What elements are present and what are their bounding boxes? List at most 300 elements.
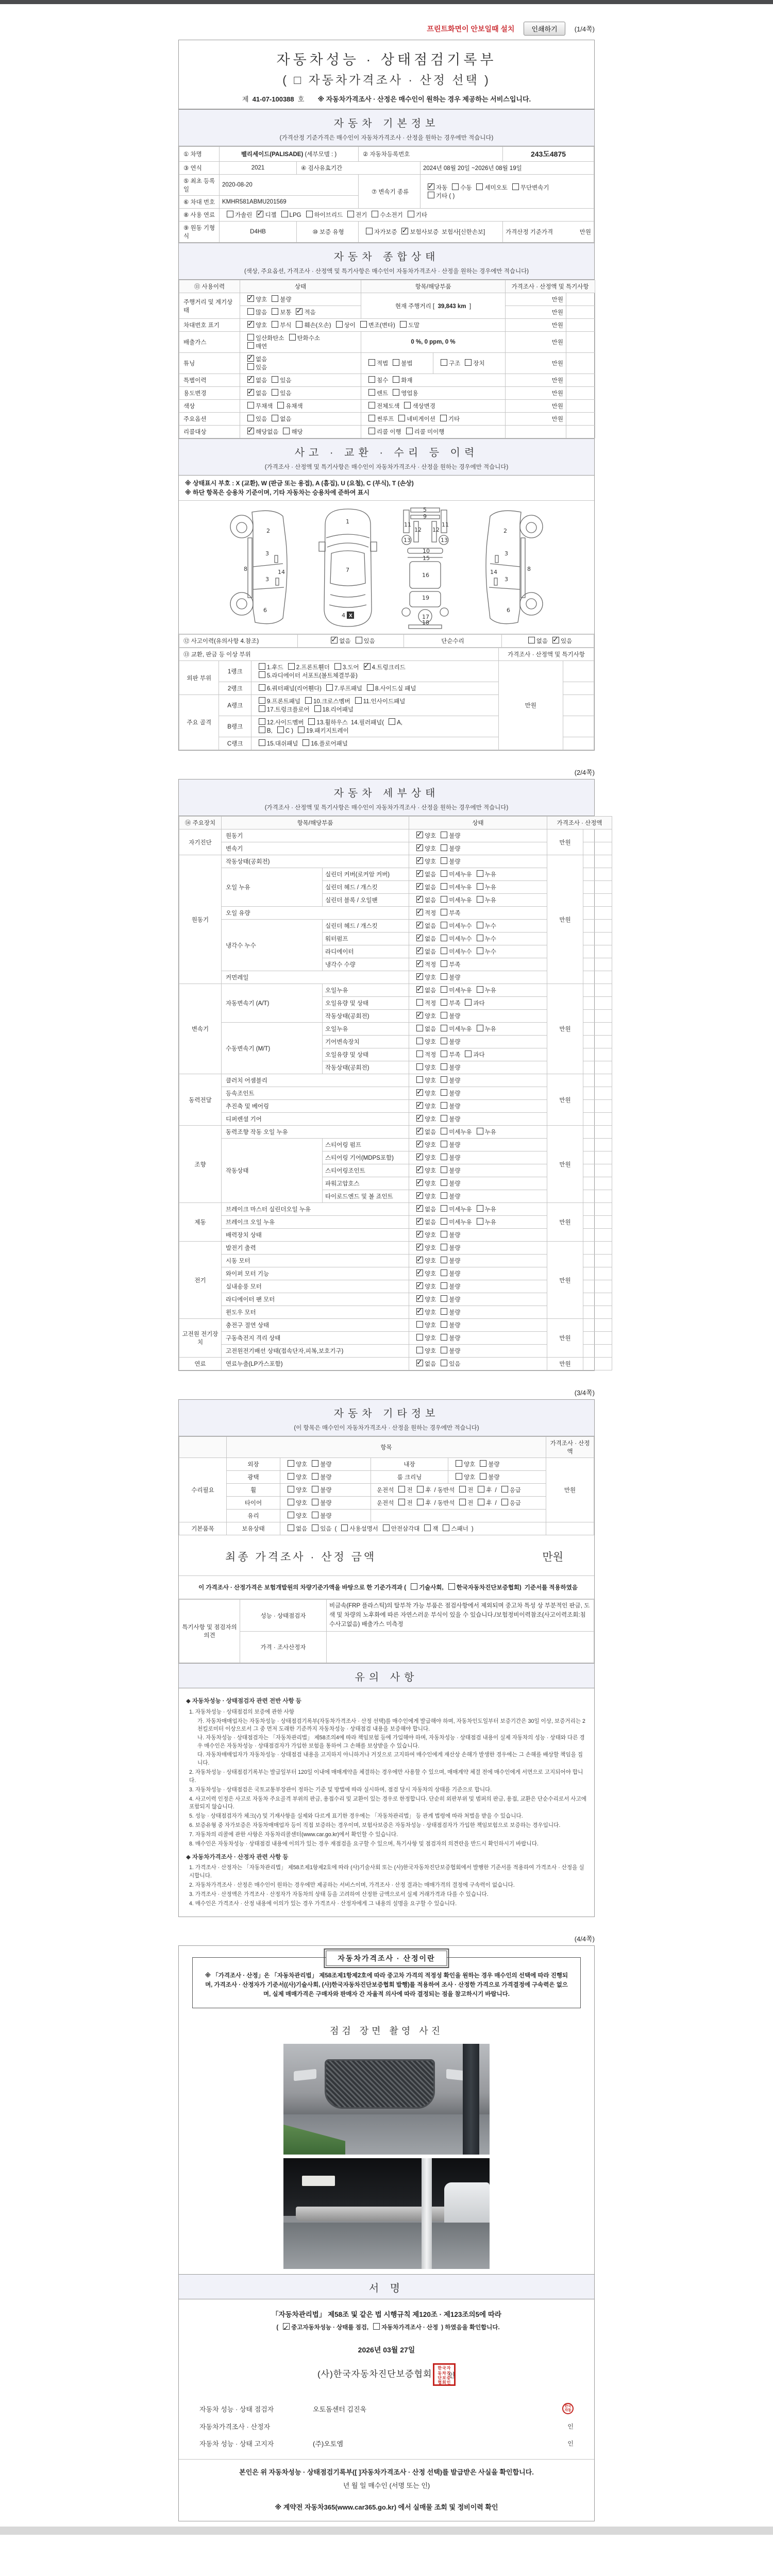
checkbox[interactable] bbox=[477, 883, 483, 890]
svg-text:14: 14 bbox=[278, 569, 285, 575]
checkbox[interactable] bbox=[306, 211, 313, 217]
checkbox-label: 불량 bbox=[449, 1155, 461, 1161]
checkbox[interactable] bbox=[416, 832, 423, 838]
checkbox[interactable] bbox=[247, 415, 254, 421]
device-group: 원동기 bbox=[179, 855, 222, 984]
checkbox[interactable] bbox=[257, 211, 263, 217]
svg-text:3: 3 bbox=[505, 550, 508, 557]
checkbox[interactable] bbox=[443, 1524, 449, 1531]
field-warranty-type: ⑩ 보증 유형 bbox=[297, 222, 359, 243]
checkbox[interactable] bbox=[389, 718, 395, 725]
checkbox[interactable] bbox=[441, 1038, 447, 1044]
section-detail-header bbox=[179, 779, 594, 816]
price-blank bbox=[583, 829, 612, 842]
checkbox[interactable] bbox=[441, 986, 447, 993]
checkbox[interactable] bbox=[288, 1460, 294, 1467]
sign-row bbox=[199, 2418, 574, 2435]
checkbox-label: 없음 bbox=[425, 1207, 436, 1213]
checkbox[interactable] bbox=[416, 973, 423, 980]
checkbox[interactable] bbox=[347, 211, 354, 217]
checkbox[interactable] bbox=[398, 415, 405, 421]
checkbox[interactable] bbox=[272, 295, 278, 302]
checkbox[interactable] bbox=[477, 986, 483, 993]
checkbox[interactable] bbox=[416, 1269, 423, 1276]
state-checks bbox=[409, 855, 547, 868]
checkbox[interactable] bbox=[416, 1360, 423, 1366]
checkbox[interactable] bbox=[416, 999, 423, 1006]
checkbox[interactable] bbox=[441, 844, 447, 851]
col-usage-history: ⑪ 사용이력 bbox=[179, 280, 240, 293]
checkbox[interactable] bbox=[272, 389, 278, 396]
checkbox[interactable] bbox=[416, 1334, 423, 1341]
checkbox[interactable] bbox=[441, 935, 447, 941]
checkbox-label: 불량 bbox=[488, 1475, 500, 1481]
checkbox[interactable] bbox=[459, 1499, 466, 1505]
checkbox-label: 있음 bbox=[320, 1526, 332, 1532]
checkbox[interactable] bbox=[448, 1583, 455, 1590]
price-blank bbox=[583, 945, 612, 958]
checkbox-label: 잭 bbox=[432, 1526, 439, 1532]
checkbox[interactable] bbox=[441, 960, 447, 967]
svg-text:18: 18 bbox=[422, 619, 429, 626]
checkbox[interactable] bbox=[283, 2323, 290, 2330]
checkbox[interactable] bbox=[312, 1524, 318, 1531]
checkbox[interactable] bbox=[393, 359, 399, 366]
comprehensive-table: ⑪ 사용이력 상태 항목/해당부품 가격조사 · 산정액 및 특기사항 주행거리 및 계기상태 ✓양호 불량 현재 주행거리 [ 39,843 km ] 만원 많음 보통 ✓ 적음 만원 차대번호 표기 ✓ 양호 부식 훼손(오손) 상이 변조(변타) 도말 만원 배출가스 일산화탄소 탄화수소 매연 0 %, 0 ppm, 0 % 만원 튜닝 ✓없음 있음 적법 불법 구조 장치 만원 특별이력 ✓ 없음 있음 침수 화재 만원 용도변경 ✓ 없음 있음 렌트 영업용 만원 색상 무채색 유채색 전체도색 색상변경 만원 주요옵션 있음 없음 썬루프 네비게이션 기타 만원 리콜대상 ✓ 해당없음 해당 리콜 이행 리콜 미이행 bbox=[179, 280, 595, 438]
checkbox-label: 불량 bbox=[449, 1335, 461, 1342]
checkbox[interactable] bbox=[398, 1499, 405, 1505]
checkbox[interactable] bbox=[288, 663, 295, 670]
checkbox[interactable] bbox=[416, 1154, 423, 1160]
checkbox[interactable] bbox=[247, 428, 254, 434]
checkbox[interactable] bbox=[441, 1257, 447, 1263]
checkbox[interactable] bbox=[441, 1308, 447, 1315]
checkbox[interactable] bbox=[477, 1128, 483, 1134]
checkbox[interactable] bbox=[247, 376, 254, 383]
checkbox[interactable] bbox=[259, 739, 265, 746]
checkbox[interactable] bbox=[441, 973, 447, 980]
checkbox[interactable] bbox=[441, 1141, 447, 1147]
checkbox[interactable] bbox=[259, 726, 265, 733]
checkbox[interactable] bbox=[326, 684, 333, 691]
checkbox[interactable] bbox=[416, 1141, 423, 1147]
checkbox[interactable] bbox=[416, 1347, 423, 1353]
checkbox[interactable] bbox=[528, 637, 535, 643]
checkbox[interactable] bbox=[312, 1460, 318, 1467]
checkbox[interactable] bbox=[480, 1460, 486, 1467]
checkbox[interactable] bbox=[416, 1295, 423, 1302]
checkbox[interactable] bbox=[312, 1486, 318, 1493]
checkbox[interactable] bbox=[441, 1231, 447, 1238]
checkbox[interactable] bbox=[416, 1257, 423, 1263]
accident-history-table bbox=[179, 634, 594, 648]
basic-info-table bbox=[179, 146, 594, 243]
checkbox[interactable] bbox=[416, 960, 423, 967]
checkbox[interactable] bbox=[424, 1524, 431, 1531]
checkbox[interactable] bbox=[416, 896, 423, 903]
checkbox[interactable] bbox=[441, 832, 447, 838]
checkbox[interactable] bbox=[441, 1244, 447, 1250]
checkbox-label: 기타 ( ) bbox=[436, 193, 455, 199]
car-diagram-right-side bbox=[470, 506, 548, 630]
checkbox[interactable] bbox=[441, 999, 447, 1006]
checkbox-label: 중고자동차성능 · 상태를 점검, bbox=[291, 2325, 369, 2331]
inline-text: 운전석 bbox=[377, 1487, 394, 1494]
buyer-confirm-block: 본인은 위 자동차성능 · 상태점검기록부([ ]자동차가격조사 · 산정 선택)를 발급받은 사실을 확인합니다. 년 월 일 매수인 (서명 또는 인) bbox=[179, 2459, 594, 2497]
checkbox-label: 불량 bbox=[449, 1104, 461, 1110]
checkbox[interactable] bbox=[288, 1473, 294, 1480]
checkbox[interactable] bbox=[341, 1524, 348, 1531]
price-cell: 만원 bbox=[547, 1126, 583, 1203]
checkbox[interactable] bbox=[312, 1512, 318, 1518]
checkbox[interactable] bbox=[416, 1128, 423, 1134]
checkbox[interactable] bbox=[373, 2323, 380, 2330]
state-checks bbox=[409, 1164, 547, 1177]
checkbox[interactable] bbox=[259, 705, 265, 712]
checkbox[interactable] bbox=[368, 415, 375, 421]
pricing-info-body: ※ 「가격조사 · 산정」은 「자동차관리법」 제58조제1항제2호에 따라 중고차 가격의 적정성 확인을 원하는 경우 매수인의 선택에 따라 진행되며, 가격조사 · 산정자가 기준서((사)기술사회, (사)한국자동차진단보증협회 발행)를 적용하여 조사 · 산정한 가격으로 가격결정에 구속력은 없으며, 실제 매매가격은 구매자와 판매자 간 자율적 의사에 따라 결정되는 점을 참고하시기 바랍니다. bbox=[205, 1972, 568, 1998]
checkbox[interactable] bbox=[459, 1486, 466, 1493]
checkbox[interactable] bbox=[416, 909, 423, 916]
checkbox[interactable] bbox=[456, 1460, 462, 1467]
svg-text:17: 17 bbox=[422, 614, 429, 620]
checkbox[interactable] bbox=[406, 428, 413, 434]
checkbox[interactable] bbox=[441, 1076, 447, 1083]
price-blank bbox=[583, 1023, 612, 1036]
state-checks bbox=[409, 1139, 547, 1151]
sub-item-label: 오일누유 bbox=[323, 984, 409, 997]
checkbox[interactable] bbox=[441, 1025, 447, 1031]
checkbox-label: 많음 bbox=[256, 310, 267, 316]
inspector-seal: 한국자동 bbox=[562, 2403, 574, 2414]
checkbox[interactable] bbox=[383, 1524, 390, 1531]
state-checks bbox=[409, 1048, 547, 1061]
checkbox[interactable] bbox=[477, 1025, 483, 1031]
checkbox[interactable] bbox=[416, 935, 423, 941]
checkbox[interactable] bbox=[416, 1231, 423, 1238]
checkbox-label: 적정 bbox=[425, 1001, 436, 1007]
checkbox[interactable] bbox=[441, 359, 447, 366]
checkbox[interactable] bbox=[416, 1102, 423, 1109]
checkbox[interactable] bbox=[401, 228, 408, 234]
checkbox[interactable] bbox=[259, 663, 265, 670]
checkbox[interactable] bbox=[247, 402, 254, 409]
checkbox[interactable] bbox=[512, 183, 519, 190]
checkbox[interactable] bbox=[465, 1050, 472, 1057]
inline-text: ) bbox=[471, 1526, 474, 1532]
price-blank bbox=[583, 1267, 612, 1280]
checkbox[interactable] bbox=[312, 1473, 318, 1480]
sub-item-label: 오일누유 bbox=[323, 1023, 409, 1036]
state-checks bbox=[409, 1267, 547, 1280]
checkbox[interactable] bbox=[247, 334, 254, 341]
checkbox[interactable] bbox=[441, 1295, 447, 1302]
checkbox[interactable] bbox=[288, 1524, 294, 1531]
checkbox[interactable] bbox=[247, 308, 254, 315]
checkbox-label: 과다 bbox=[473, 1052, 485, 1058]
state-checks bbox=[409, 829, 547, 842]
notice-line: 7. 자동차의 리콜에 관한 사항은 자동차리콜센터(www.car.go.kr)에서 확인할 수 있습니다. bbox=[189, 1832, 398, 1838]
checkbox[interactable] bbox=[308, 718, 315, 725]
checkbox[interactable] bbox=[441, 1347, 447, 1353]
checkbox-label: 5.라디에이터 서포트(볼트체결부품) bbox=[266, 673, 358, 679]
item-label: 배력장치 상태 bbox=[222, 1229, 409, 1242]
checkbox[interactable] bbox=[416, 1179, 423, 1186]
checkbox[interactable] bbox=[283, 428, 290, 434]
checkbox[interactable] bbox=[272, 321, 278, 328]
checkbox[interactable] bbox=[416, 857, 423, 864]
checkbox[interactable] bbox=[288, 1499, 294, 1505]
price-blank bbox=[583, 984, 612, 997]
sub-item-label: 작동상태(공회전) bbox=[323, 1061, 409, 1074]
checkbox[interactable] bbox=[478, 1486, 484, 1493]
checkbox[interactable] bbox=[441, 1063, 447, 1070]
checkbox[interactable] bbox=[247, 295, 254, 302]
checkbox[interactable] bbox=[288, 1486, 294, 1493]
etc-col-price: 가격조사 · 산정액 bbox=[546, 1437, 594, 1458]
checkbox[interactable] bbox=[441, 1179, 447, 1186]
checkbox[interactable] bbox=[441, 1360, 447, 1366]
checkbox[interactable] bbox=[367, 684, 374, 691]
checkbox[interactable] bbox=[259, 697, 265, 704]
checkbox-label: 자가보증 bbox=[374, 229, 397, 235]
checkbox-label: 불량 bbox=[449, 859, 461, 865]
checkbox[interactable] bbox=[364, 663, 371, 670]
checkbox[interactable] bbox=[296, 308, 303, 315]
checkbox[interactable] bbox=[416, 986, 423, 993]
svg-text:10: 10 bbox=[423, 548, 430, 554]
section-sign-header bbox=[179, 2274, 594, 2299]
checkbox[interactable] bbox=[368, 389, 375, 396]
value-warranty-type bbox=[359, 222, 503, 243]
checkbox[interactable] bbox=[416, 922, 423, 928]
checkbox[interactable] bbox=[441, 1205, 447, 1212]
checkbox[interactable] bbox=[441, 947, 447, 954]
checkbox[interactable] bbox=[441, 909, 447, 916]
checkbox[interactable] bbox=[441, 883, 447, 890]
device-group: 고전원 전기장치 bbox=[179, 1319, 222, 1358]
checkbox[interactable] bbox=[416, 870, 423, 877]
checkbox[interactable] bbox=[428, 183, 434, 190]
checkbox[interactable] bbox=[416, 1050, 423, 1057]
checkbox[interactable] bbox=[296, 321, 303, 328]
checkbox-label: 불량 bbox=[449, 1194, 461, 1200]
checkbox[interactable] bbox=[441, 896, 447, 903]
checkbox[interactable] bbox=[247, 321, 254, 328]
checkbox[interactable] bbox=[441, 1321, 447, 1328]
value-transmission bbox=[421, 175, 594, 209]
checkbox[interactable] bbox=[404, 402, 411, 409]
item-label: 동력조향 작동 오일 누유 bbox=[222, 1126, 409, 1139]
checkbox[interactable] bbox=[441, 857, 447, 864]
checkbox[interactable] bbox=[441, 1012, 447, 1019]
checkbox[interactable] bbox=[417, 1499, 424, 1505]
checkbox[interactable] bbox=[441, 1166, 447, 1173]
checkbox[interactable] bbox=[477, 870, 483, 877]
checkbox[interactable] bbox=[314, 705, 321, 712]
checkbox[interactable] bbox=[478, 1499, 484, 1505]
checkbox[interactable] bbox=[416, 1205, 423, 1212]
checkbox[interactable] bbox=[456, 1473, 462, 1480]
checkbox[interactable] bbox=[331, 637, 338, 643]
checkbox[interactable] bbox=[247, 355, 254, 362]
checkbox[interactable] bbox=[416, 1308, 423, 1315]
checkbox[interactable] bbox=[227, 211, 233, 217]
checkbox[interactable] bbox=[272, 376, 278, 383]
checkbox-label: 양호 bbox=[425, 846, 436, 852]
checkbox[interactable] bbox=[441, 922, 447, 928]
row-recall-label: 리콜대상 bbox=[179, 426, 240, 438]
svg-text:2: 2 bbox=[503, 528, 507, 534]
checkbox[interactable] bbox=[272, 415, 278, 421]
checkbox[interactable] bbox=[247, 389, 254, 396]
checkbox-label: 없음 bbox=[256, 378, 267, 384]
checkbox[interactable] bbox=[247, 342, 254, 349]
checkbox[interactable] bbox=[416, 1192, 423, 1199]
checkbox-label: 없음 bbox=[425, 885, 436, 891]
checkbox[interactable] bbox=[360, 321, 367, 328]
checkbox[interactable] bbox=[416, 1115, 423, 1122]
page-marker-3: (3/4쪽) bbox=[574, 1389, 595, 1397]
svg-text:15: 15 bbox=[423, 555, 430, 562]
checkbox[interactable] bbox=[416, 947, 423, 954]
inline-text: / bbox=[495, 1487, 497, 1494]
checkbox[interactable] bbox=[277, 402, 284, 409]
checkbox[interactable] bbox=[477, 935, 483, 941]
checkbox[interactable] bbox=[355, 697, 362, 704]
etc-price: 만원 bbox=[546, 1458, 594, 1522]
checkbox[interactable] bbox=[366, 228, 373, 234]
checkbox[interactable] bbox=[480, 1473, 486, 1480]
section-notes-header bbox=[179, 1663, 594, 1688]
checkbox[interactable] bbox=[408, 211, 414, 217]
document-header bbox=[179, 40, 594, 109]
checkbox[interactable] bbox=[417, 1486, 424, 1493]
checkbox-label: 불량 bbox=[449, 1168, 461, 1174]
checkbox[interactable] bbox=[356, 637, 362, 643]
checkbox[interactable] bbox=[259, 718, 265, 725]
final-price-label: 최종 가격조사 · 산정 금액 bbox=[225, 1551, 377, 1563]
checkbox[interactable] bbox=[441, 1282, 447, 1289]
checkbox[interactable] bbox=[477, 947, 483, 954]
checkbox-label: 양호 bbox=[425, 1142, 436, 1148]
checkbox[interactable] bbox=[416, 1038, 423, 1044]
checkbox[interactable] bbox=[393, 389, 399, 396]
checkbox[interactable] bbox=[428, 192, 434, 198]
checkbox[interactable] bbox=[416, 1063, 423, 1070]
checkbox-label: 화재 bbox=[401, 378, 413, 384]
mileage-state-2 bbox=[240, 306, 361, 319]
checkbox[interactable] bbox=[289, 334, 296, 341]
notice-line: 3. 자동차성능 · 상태점검은 국토교통부장관이 정하는 기준 및 방법에 따라 실시하며, 점검 당시 자동차의 상태를 기준으로 합니다. bbox=[189, 1786, 492, 1793]
svg-text:3: 3 bbox=[265, 576, 269, 583]
checkbox[interactable] bbox=[259, 671, 265, 678]
checkbox[interactable] bbox=[441, 1334, 447, 1341]
print-button[interactable]: 인쇄하기 bbox=[524, 22, 565, 36]
checkbox[interactable] bbox=[441, 1154, 447, 1160]
checkbox[interactable] bbox=[441, 1115, 447, 1122]
checkbox[interactable] bbox=[247, 363, 254, 370]
checkbox[interactable] bbox=[288, 1512, 294, 1518]
device-group: 전기 bbox=[179, 1242, 222, 1319]
checkbox[interactable] bbox=[416, 1076, 423, 1083]
checkbox[interactable] bbox=[393, 376, 399, 383]
checkbox[interactable] bbox=[259, 684, 265, 691]
checkbox[interactable] bbox=[552, 637, 559, 643]
value-car-name: 팰리세이드(PALISADE) (세부모델 : ) bbox=[220, 147, 359, 162]
checkbox[interactable] bbox=[416, 1244, 423, 1250]
checkbox[interactable] bbox=[312, 1499, 318, 1505]
checkbox[interactable] bbox=[501, 1486, 508, 1493]
checkbox[interactable] bbox=[452, 183, 459, 190]
checkbox[interactable] bbox=[416, 1012, 423, 1019]
checkbox[interactable] bbox=[368, 402, 375, 409]
checkbox[interactable] bbox=[416, 1166, 423, 1173]
checkbox[interactable] bbox=[441, 1102, 447, 1109]
checkbox-label: 유채색 bbox=[285, 403, 303, 410]
checkbox[interactable] bbox=[336, 321, 343, 328]
checkbox[interactable] bbox=[277, 726, 284, 733]
checkbox[interactable] bbox=[416, 883, 423, 890]
car-diagram-left-side bbox=[225, 506, 303, 630]
checkbox[interactable] bbox=[476, 183, 483, 190]
value-reg-number: 243도4875 bbox=[503, 147, 594, 162]
checkbox[interactable] bbox=[272, 308, 278, 315]
checkbox[interactable] bbox=[465, 999, 472, 1006]
checkbox[interactable] bbox=[303, 739, 309, 746]
checkbox[interactable] bbox=[368, 376, 375, 383]
checkbox[interactable] bbox=[441, 1050, 447, 1057]
checkbox[interactable] bbox=[501, 1499, 508, 1505]
checkbox[interactable] bbox=[334, 663, 341, 670]
state-checks bbox=[409, 997, 547, 1010]
checkbox[interactable] bbox=[477, 922, 483, 928]
checkbox[interactable] bbox=[368, 359, 375, 366]
checkbox-label: 부식 bbox=[280, 323, 292, 329]
checkbox[interactable] bbox=[411, 1583, 417, 1590]
checkbox[interactable] bbox=[298, 726, 305, 733]
checkbox[interactable] bbox=[281, 211, 288, 217]
checkbox[interactable] bbox=[441, 1218, 447, 1225]
checkbox[interactable] bbox=[441, 1269, 447, 1276]
checkbox[interactable] bbox=[416, 1218, 423, 1225]
checkbox[interactable] bbox=[441, 1089, 447, 1096]
checkbox[interactable] bbox=[441, 1128, 447, 1134]
checkbox-label: 불량 bbox=[449, 1284, 461, 1290]
checkbox[interactable] bbox=[416, 1025, 423, 1031]
checkbox[interactable] bbox=[416, 844, 423, 851]
checkbox[interactable] bbox=[477, 1205, 483, 1212]
checkbox[interactable] bbox=[416, 1282, 423, 1289]
state-checks bbox=[409, 920, 547, 933]
checkbox[interactable] bbox=[477, 896, 483, 903]
checkbox[interactable] bbox=[372, 211, 378, 217]
checkbox[interactable] bbox=[416, 1089, 423, 1096]
checkbox[interactable] bbox=[441, 1192, 447, 1199]
item-label: 등속조인트 bbox=[222, 1087, 409, 1100]
checkbox[interactable] bbox=[368, 428, 375, 434]
checkbox[interactable] bbox=[416, 1321, 423, 1328]
svg-text:3: 3 bbox=[265, 550, 269, 557]
checkbox[interactable] bbox=[465, 359, 472, 366]
checkbox[interactable] bbox=[441, 870, 447, 877]
checkbox[interactable] bbox=[400, 321, 407, 328]
checkbox-label: 불량 bbox=[449, 1116, 461, 1123]
checkbox[interactable] bbox=[398, 1486, 405, 1493]
checkbox[interactable] bbox=[440, 415, 447, 421]
checkbox[interactable] bbox=[305, 697, 312, 704]
checkbox[interactable] bbox=[477, 1218, 483, 1225]
